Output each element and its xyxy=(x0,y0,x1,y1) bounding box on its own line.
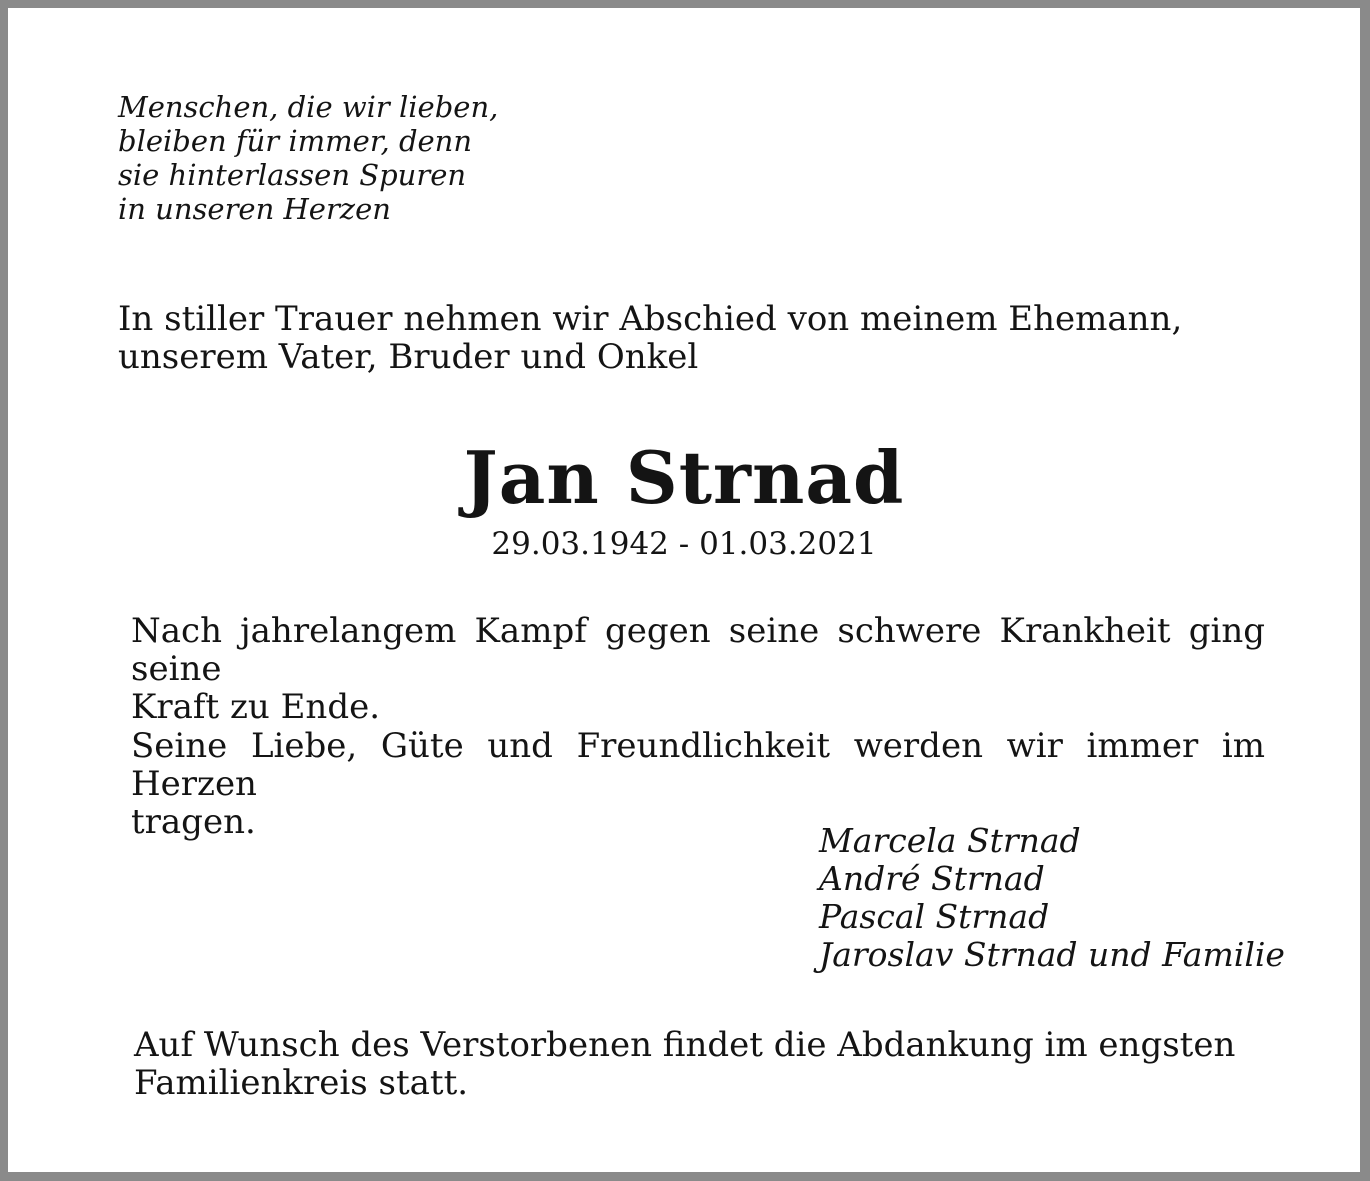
motto-verse xyxy=(118,90,498,226)
intro-line: unserem Vater, Bruder und Onkel xyxy=(118,337,699,377)
motto-line: sie hinterlassen Spuren xyxy=(118,158,467,192)
signer-name: André Strnad xyxy=(819,859,1045,898)
motto-line: bleiben für immer, denn xyxy=(118,124,473,158)
funeral-note-line: Familienkreis statt. xyxy=(134,1063,469,1103)
intro-text xyxy=(118,300,1182,376)
motto-line: in unseren Herzen xyxy=(118,192,391,226)
signer-name: Marcela Strnad xyxy=(819,821,1081,860)
signer-name: Jaroslav Strnad und Familie xyxy=(819,935,1285,974)
paragraph-line: tragen. xyxy=(131,802,256,842)
motto-line: Menschen, die wir lieben, xyxy=(118,90,499,124)
intro-line: In stiller Trauer nehmen wir Abschied von meinem Ehemann, xyxy=(118,299,1183,339)
signer-name: Pascal Strnad xyxy=(819,897,1050,936)
funeral-note xyxy=(134,1026,1235,1102)
deceased-name: Jan Strnad xyxy=(463,435,905,520)
paragraph-line: Nach jahrelangem Kampf gegen seine schwere Krankheit ging seine xyxy=(131,611,1265,689)
signers-list xyxy=(819,822,1285,974)
paragraph-line: Kraft zu Ende. xyxy=(131,687,381,727)
paragraph-illness xyxy=(131,612,1265,726)
paragraph-line: Seine Liebe, Güte und Freundlichkeit werden wir immer im Herzen xyxy=(131,726,1265,804)
life-dates: 29.03.1942 - 01.03.2021 xyxy=(491,526,877,562)
funeral-note-line: Auf Wunsch des Verstorbenen findet die Abdankung im engsten xyxy=(134,1025,1236,1065)
